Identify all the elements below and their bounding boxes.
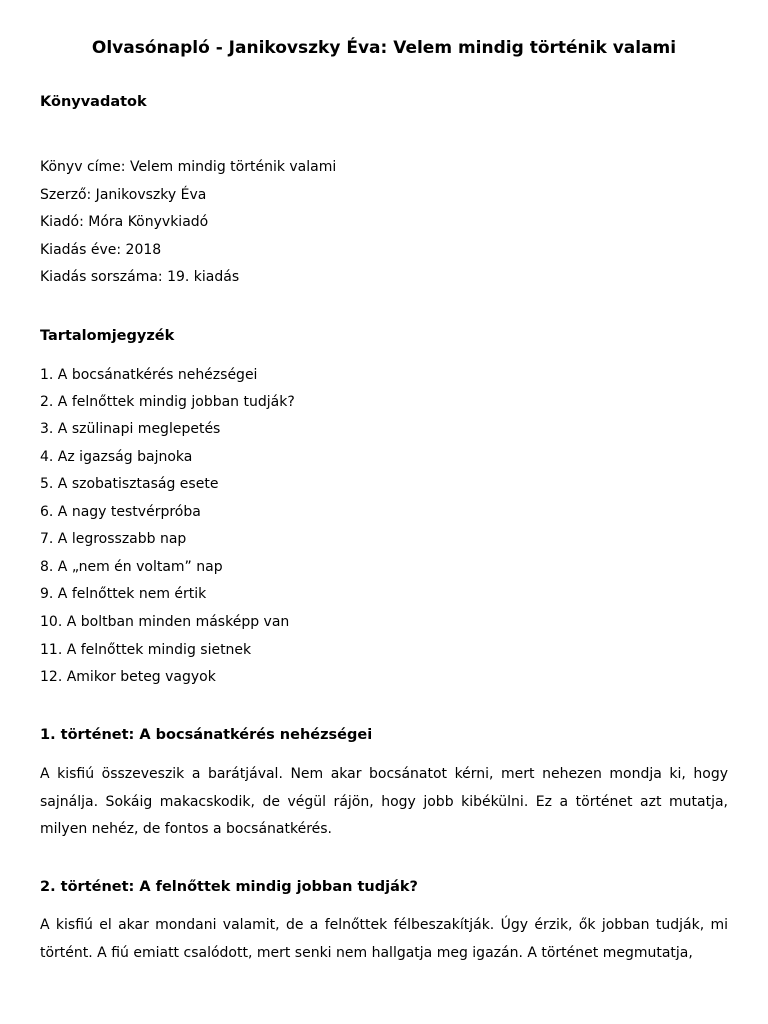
book-info-heading: Könyvadatok bbox=[40, 94, 147, 110]
document-title: Olvasónapló - Janikovszky Éva: Velem mindig történik valami bbox=[91, 38, 677, 58]
toc-item: 2. A felnőttek mindig jobban tudják? bbox=[40, 394, 295, 410]
toc-item: 7. A legrosszabb nap bbox=[40, 531, 187, 547]
toc-item: 9. A felnőttek nem értik bbox=[40, 586, 207, 602]
book-publisher-line: Kiadó: Móra Könyvkiadó bbox=[40, 214, 209, 230]
toc-item: 8. A „nem én voltam” nap bbox=[40, 559, 223, 575]
toc-item: 5. A szobatisztaság esete bbox=[40, 476, 219, 492]
book-title-line: Könyv címe: Velem mindig történik valami bbox=[40, 159, 337, 175]
book-author-line: Szerző: Janikovszky Éva bbox=[40, 187, 207, 203]
story-1-heading: 1. történet: A bocsánatkérés nehézségei bbox=[40, 727, 373, 743]
book-year-line: Kiadás éve: 2018 bbox=[40, 242, 162, 258]
toc-item: 4. Az igazság bajnoka bbox=[40, 449, 193, 465]
book-edition-line: Kiadás sorszáma: 19. kiadás bbox=[40, 269, 240, 285]
story-1-text: A kisfiú összeveszik a barátjával. Nem akar bocsánatot kérni, mert nehezen mondja ki, hogy sajnálja. Sokáig makacskodik, de végül rájön, hogy jobb kibékülni. Ez a történet azt mutatja, milyen nehéz, de fontos a bocsánatkérés. bbox=[40, 766, 728, 837]
toc-item: 3. A szülinapi meglepetés bbox=[40, 421, 221, 437]
toc-item: 12. Amikor beteg vagyok bbox=[40, 669, 216, 685]
story-2-heading: 2. történet: A felnőttek mindig jobban tudják? bbox=[40, 879, 418, 895]
toc-item: 11. A felnőttek mindig sietnek bbox=[40, 642, 252, 658]
story-2-text: A kisfiú el akar mondani valamit, de a felnőttek félbeszakítják. Úgy érzik, ők jobban tudják, mi történt. A fiú emiatt csalódott, mert senki nem hallgatja meg igazán. A történet megmutatja, bbox=[40, 917, 728, 961]
toc-item: 6. A nagy testvérpróba bbox=[40, 504, 201, 520]
toc-item: 1. A bocsánatkérés nehézségei bbox=[40, 367, 258, 383]
toc-heading: Tartalomjegyzék bbox=[40, 328, 175, 344]
toc-item: 10. A boltban minden másképp van bbox=[40, 614, 290, 630]
